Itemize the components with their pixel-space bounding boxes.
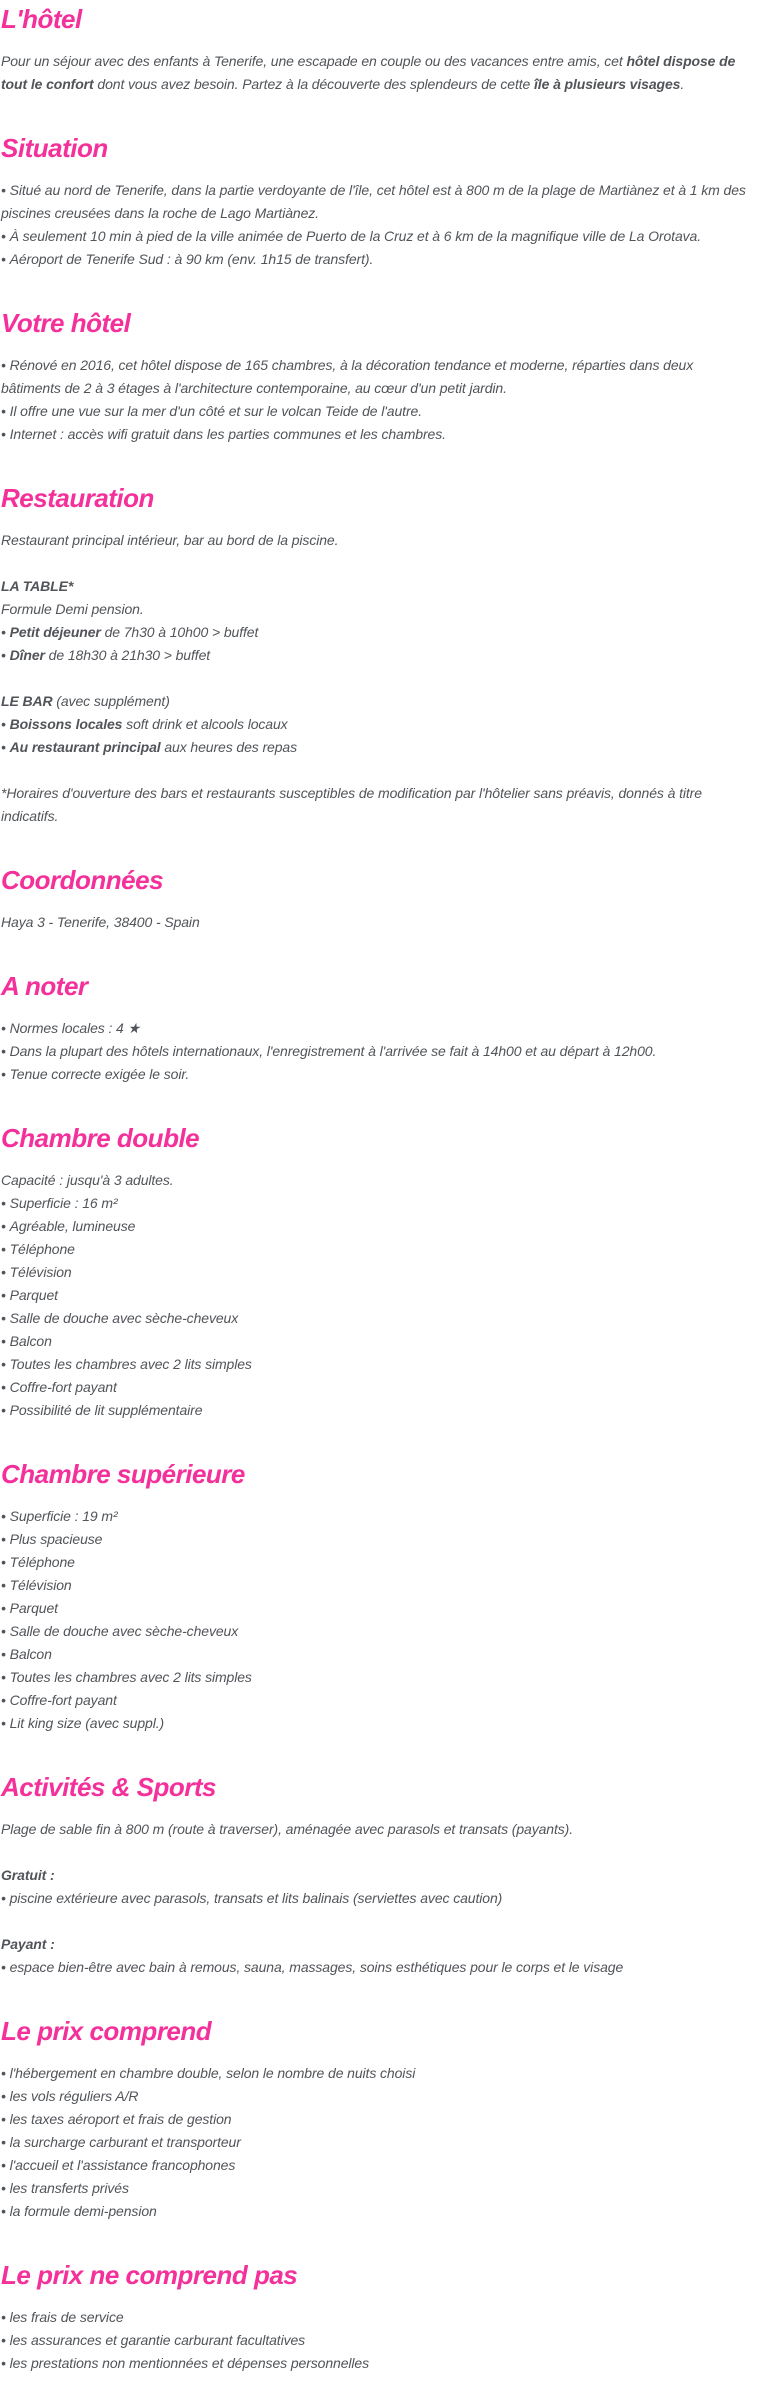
bold-text-run: Payant : (1, 1936, 55, 1952)
list-item-text: Salle de douche avec sèche-cheveux (9, 1623, 239, 1639)
list-item-text: Toutes les chambres avec 2 lits simples (9, 1669, 252, 1685)
list-item (1, 1330, 756, 1353)
bullet-list (1, 621, 756, 667)
spacer (1, 552, 756, 575)
list-item (1, 2131, 756, 2154)
bold-text-run: Gratuit : (1, 1867, 55, 1883)
list-item (1, 1261, 756, 1284)
text-run: Haya 3 - Tenerife, 38400 - Spain (1, 914, 200, 930)
list-item-text: Plus spacieuse (9, 1531, 103, 1547)
text-run: (avec supplément) (52, 693, 170, 709)
bold-text-run: Boissons locales (9, 716, 123, 732)
list-item-text: Salle de douche avec sèche-cheveux (9, 1310, 239, 1326)
bold-text-run: île à plusieurs visages (534, 76, 681, 92)
list-item-text: Normes locales : 4 ★ (9, 1020, 140, 1036)
section-heading-prix-ne-comprend-pas: Le prix ne comprend pas (1, 2260, 298, 2290)
list-item (1, 1666, 756, 1689)
bullet-list (1, 179, 756, 271)
text-run: Pour un séjour avec des enfants à Tenerife, une escapade en couple ou des vacances entre amis, cet (1, 53, 627, 69)
bullet-list (1, 713, 756, 759)
spacer (1, 1910, 756, 1933)
bullet-list (1, 1956, 756, 1979)
list-item (1, 1376, 756, 1399)
section-heading-activites-sports: Activités & Sports (1, 1772, 216, 1802)
spacer (1, 667, 756, 690)
text-run: Plage de sable fin à 800 m (route à traverser), aménagée avec parasols et transats (payants). (1, 1821, 574, 1837)
list-item (1, 1063, 756, 1086)
bold-text-run: LE BAR (1, 693, 53, 709)
list-item-text: Télévision (9, 1264, 72, 1280)
list-item (1, 1040, 756, 1063)
list-item-text: Téléphone (9, 1554, 75, 1570)
list-item (1, 2200, 756, 2223)
list-item (1, 621, 756, 644)
text-run: Formule Demi pension. (1, 601, 144, 617)
text-run: Restaurant principal intérieur, bar au bord de la piscine. (1, 532, 339, 548)
list-item-text: À seulement 10 min à pied de la ville animée de Puerto de la Cruz et à 6 km de la magnifique ville de La Orotava. (9, 228, 702, 244)
list-item-text: Balcon (9, 1333, 52, 1349)
list-item-text: la surcharge carburant et transporteur (9, 2134, 241, 2150)
paragraph (1, 1169, 756, 1192)
list-item (1, 1307, 756, 1330)
list-item (1, 225, 756, 248)
bold-text-run: Au restaurant principal (9, 739, 161, 755)
list-item (1, 2085, 756, 2108)
list-item (1, 1238, 756, 1261)
spacer (1, 1841, 756, 1864)
list-item-text: Coffre-fort payant (9, 1379, 117, 1395)
list-item (1, 1643, 756, 1666)
list-item-text: piscine extérieure avec parasols, transats et lits balinais (serviettes avec caution) (9, 1890, 503, 1906)
bold-text-run: hôtel dispose de tout le confort (1, 53, 736, 92)
list-item-text: les vols réguliers A/R (9, 2088, 139, 2104)
list-item-text: Toutes les chambres avec 2 lits simples (9, 1356, 252, 1372)
paragraph (1, 529, 756, 552)
list-item-text: Coffre-fort payant (9, 1692, 117, 1708)
text-run: soft drink et alcools locaux (122, 716, 288, 732)
bullet-list (1, 2306, 756, 2375)
bullet-list (1, 2062, 756, 2223)
text-run: . (680, 76, 685, 92)
list-item-text: Parquet (9, 1287, 58, 1303)
list-item-text: l'accueil et l'assistance francophones (9, 2157, 236, 2173)
list-item (1, 2329, 756, 2352)
list-item (1, 179, 756, 225)
list-item (1, 2177, 756, 2200)
list-item (1, 2154, 756, 2177)
list-item-text: les frais de service (9, 2309, 124, 2325)
list-item-text: Agréable, lumineuse (9, 1218, 136, 1234)
list-item-text: Rénové en 2016, cet hôtel dispose de 165 chambres, à la décoration tendance et moderne, réparties dans deux bâtiments de 2 à 3 étages à l'architecture contemporaine, au cœur d'un petit jardin. (1, 357, 694, 396)
bold-text-run: Petit déjeuner (9, 624, 101, 640)
list-item (1, 1399, 756, 1422)
list-item (1, 1689, 756, 1712)
list-item (1, 2108, 756, 2131)
text-run: *Horaires d'ouverture des bars et restaurants susceptibles de modification par l'hôtelier sans préavis, donnés à titre indicatifs. (1, 785, 702, 824)
paragraph (1, 598, 756, 621)
text-run: Capacité : jusqu'à 3 adultes. (1, 1172, 174, 1188)
bullet-list (1, 1505, 756, 1735)
list-item-text: Téléphone (9, 1241, 75, 1257)
list-item (1, 400, 756, 423)
list-item-text: la formule demi-pension (9, 2203, 157, 2219)
text-run: aux heures des repas (160, 739, 297, 755)
list-item (1, 1887, 756, 1910)
section-heading-votre-hotel: Votre hôtel (1, 308, 131, 338)
subheading-gratuit (1, 1864, 756, 1887)
list-item-text: Aéroport de Tenerife Sud : à 90 km (env. 1h15 de transfert). (9, 251, 374, 267)
section-heading-chambre-superieure: Chambre supérieure (1, 1459, 245, 1489)
list-item-text: les prestations non mentionnées et dépenses personnelles (9, 2355, 370, 2371)
list-item (1, 1353, 756, 1376)
list-item (1, 1528, 756, 1551)
list-item-text: les assurances et garantie carburant facultatives (9, 2332, 306, 2348)
list-item-text: Il offre une vue sur la mer d'un côté et sur le volcan Teide de l'autre. (9, 403, 423, 419)
section-heading-restauration: Restauration (1, 483, 154, 513)
bullet-list (1, 1887, 756, 1910)
list-item-text: l'hébergement en chambre double, selon le nombre de nuits choisi (9, 2065, 416, 2081)
spacer (1, 759, 756, 782)
bullet-list (1, 1017, 756, 1086)
list-item (1, 713, 756, 736)
subheading-la-table (1, 575, 756, 598)
list-item-text: Tenue correcte exigée le soir. (9, 1066, 190, 1082)
paragraph (1, 1818, 756, 1841)
list-item (1, 248, 756, 271)
list-item-text: les taxes aéroport et frais de gestion (9, 2111, 232, 2127)
text-run: dont vous avez besoin. Partez à la découverte des splendeurs de cette (93, 76, 535, 92)
bold-text-run: LA TABLE* (1, 578, 74, 594)
list-item (1, 1215, 756, 1238)
section-heading-hotel: L'hôtel (1, 4, 82, 34)
list-item (1, 2352, 756, 2375)
list-item (1, 1712, 756, 1735)
section-heading-coordonnees: Coordonnées (1, 865, 164, 895)
list-item-text: les transferts privés (9, 2180, 129, 2196)
footnote (1, 782, 756, 828)
list-item (1, 2306, 756, 2329)
list-item (1, 644, 756, 667)
list-item-text: Internet : accès wifi gratuit dans les parties communes et les chambres. (9, 426, 446, 442)
subheading-payant (1, 1933, 756, 1956)
list-item-text: Dans la plupart des hôtels internationaux, l'enregistrement à l'arrivée se fait à 14h00 et au départ à 12h00. (9, 1043, 657, 1059)
list-item-text: Lit king size (avec suppl.) (9, 1715, 165, 1731)
subheading-le-bar (1, 690, 756, 713)
list-item (1, 354, 756, 400)
list-item (1, 1551, 756, 1574)
list-item-text: Superficie : 19 m² (9, 1508, 118, 1524)
section-heading-chambre-double: Chambre double (1, 1123, 200, 1153)
list-item (1, 2062, 756, 2085)
list-item (1, 1505, 756, 1528)
list-item-text: Possibilité de lit supplémentaire (9, 1402, 203, 1418)
address (1, 911, 756, 934)
list-item-text: Superficie : 16 m² (9, 1195, 118, 1211)
list-item (1, 1956, 756, 1979)
section-heading-prix-comprend: Le prix comprend (1, 2016, 212, 2046)
list-item-text: Balcon (9, 1646, 52, 1662)
paragraph (1, 50, 756, 96)
section-heading-situation: Situation (1, 133, 108, 163)
list-item (1, 423, 756, 446)
list-item (1, 1192, 756, 1215)
list-item-text: Situé au nord de Tenerife, dans la partie verdoyante de l'île, cet hôtel est à 800 m de la plage de Martiànez et à 1 km des piscines creusées dans la roche de Lago Martiànez. (1, 182, 746, 221)
bold-text-run: Dîner (9, 647, 45, 663)
text-run: de 7h30 à 10h00 > buffet (100, 624, 259, 640)
text-run: de 18h30 à 21h30 > buffet (44, 647, 211, 663)
list-item (1, 1574, 756, 1597)
list-item (1, 736, 756, 759)
list-item-text: Télévision (9, 1577, 72, 1593)
bullet-list (1, 1192, 756, 1422)
list-item (1, 1017, 756, 1040)
list-item-text: Parquet (9, 1600, 58, 1616)
bullet-list (1, 354, 756, 446)
list-item-text: espace bien-être avec bain à remous, sauna, massages, soins esthétiques pour le corps et le visage (9, 1959, 624, 1975)
section-heading-a-noter: A noter (1, 971, 88, 1001)
list-item (1, 1284, 756, 1307)
list-item (1, 1620, 756, 1643)
list-item (1, 1597, 756, 1620)
